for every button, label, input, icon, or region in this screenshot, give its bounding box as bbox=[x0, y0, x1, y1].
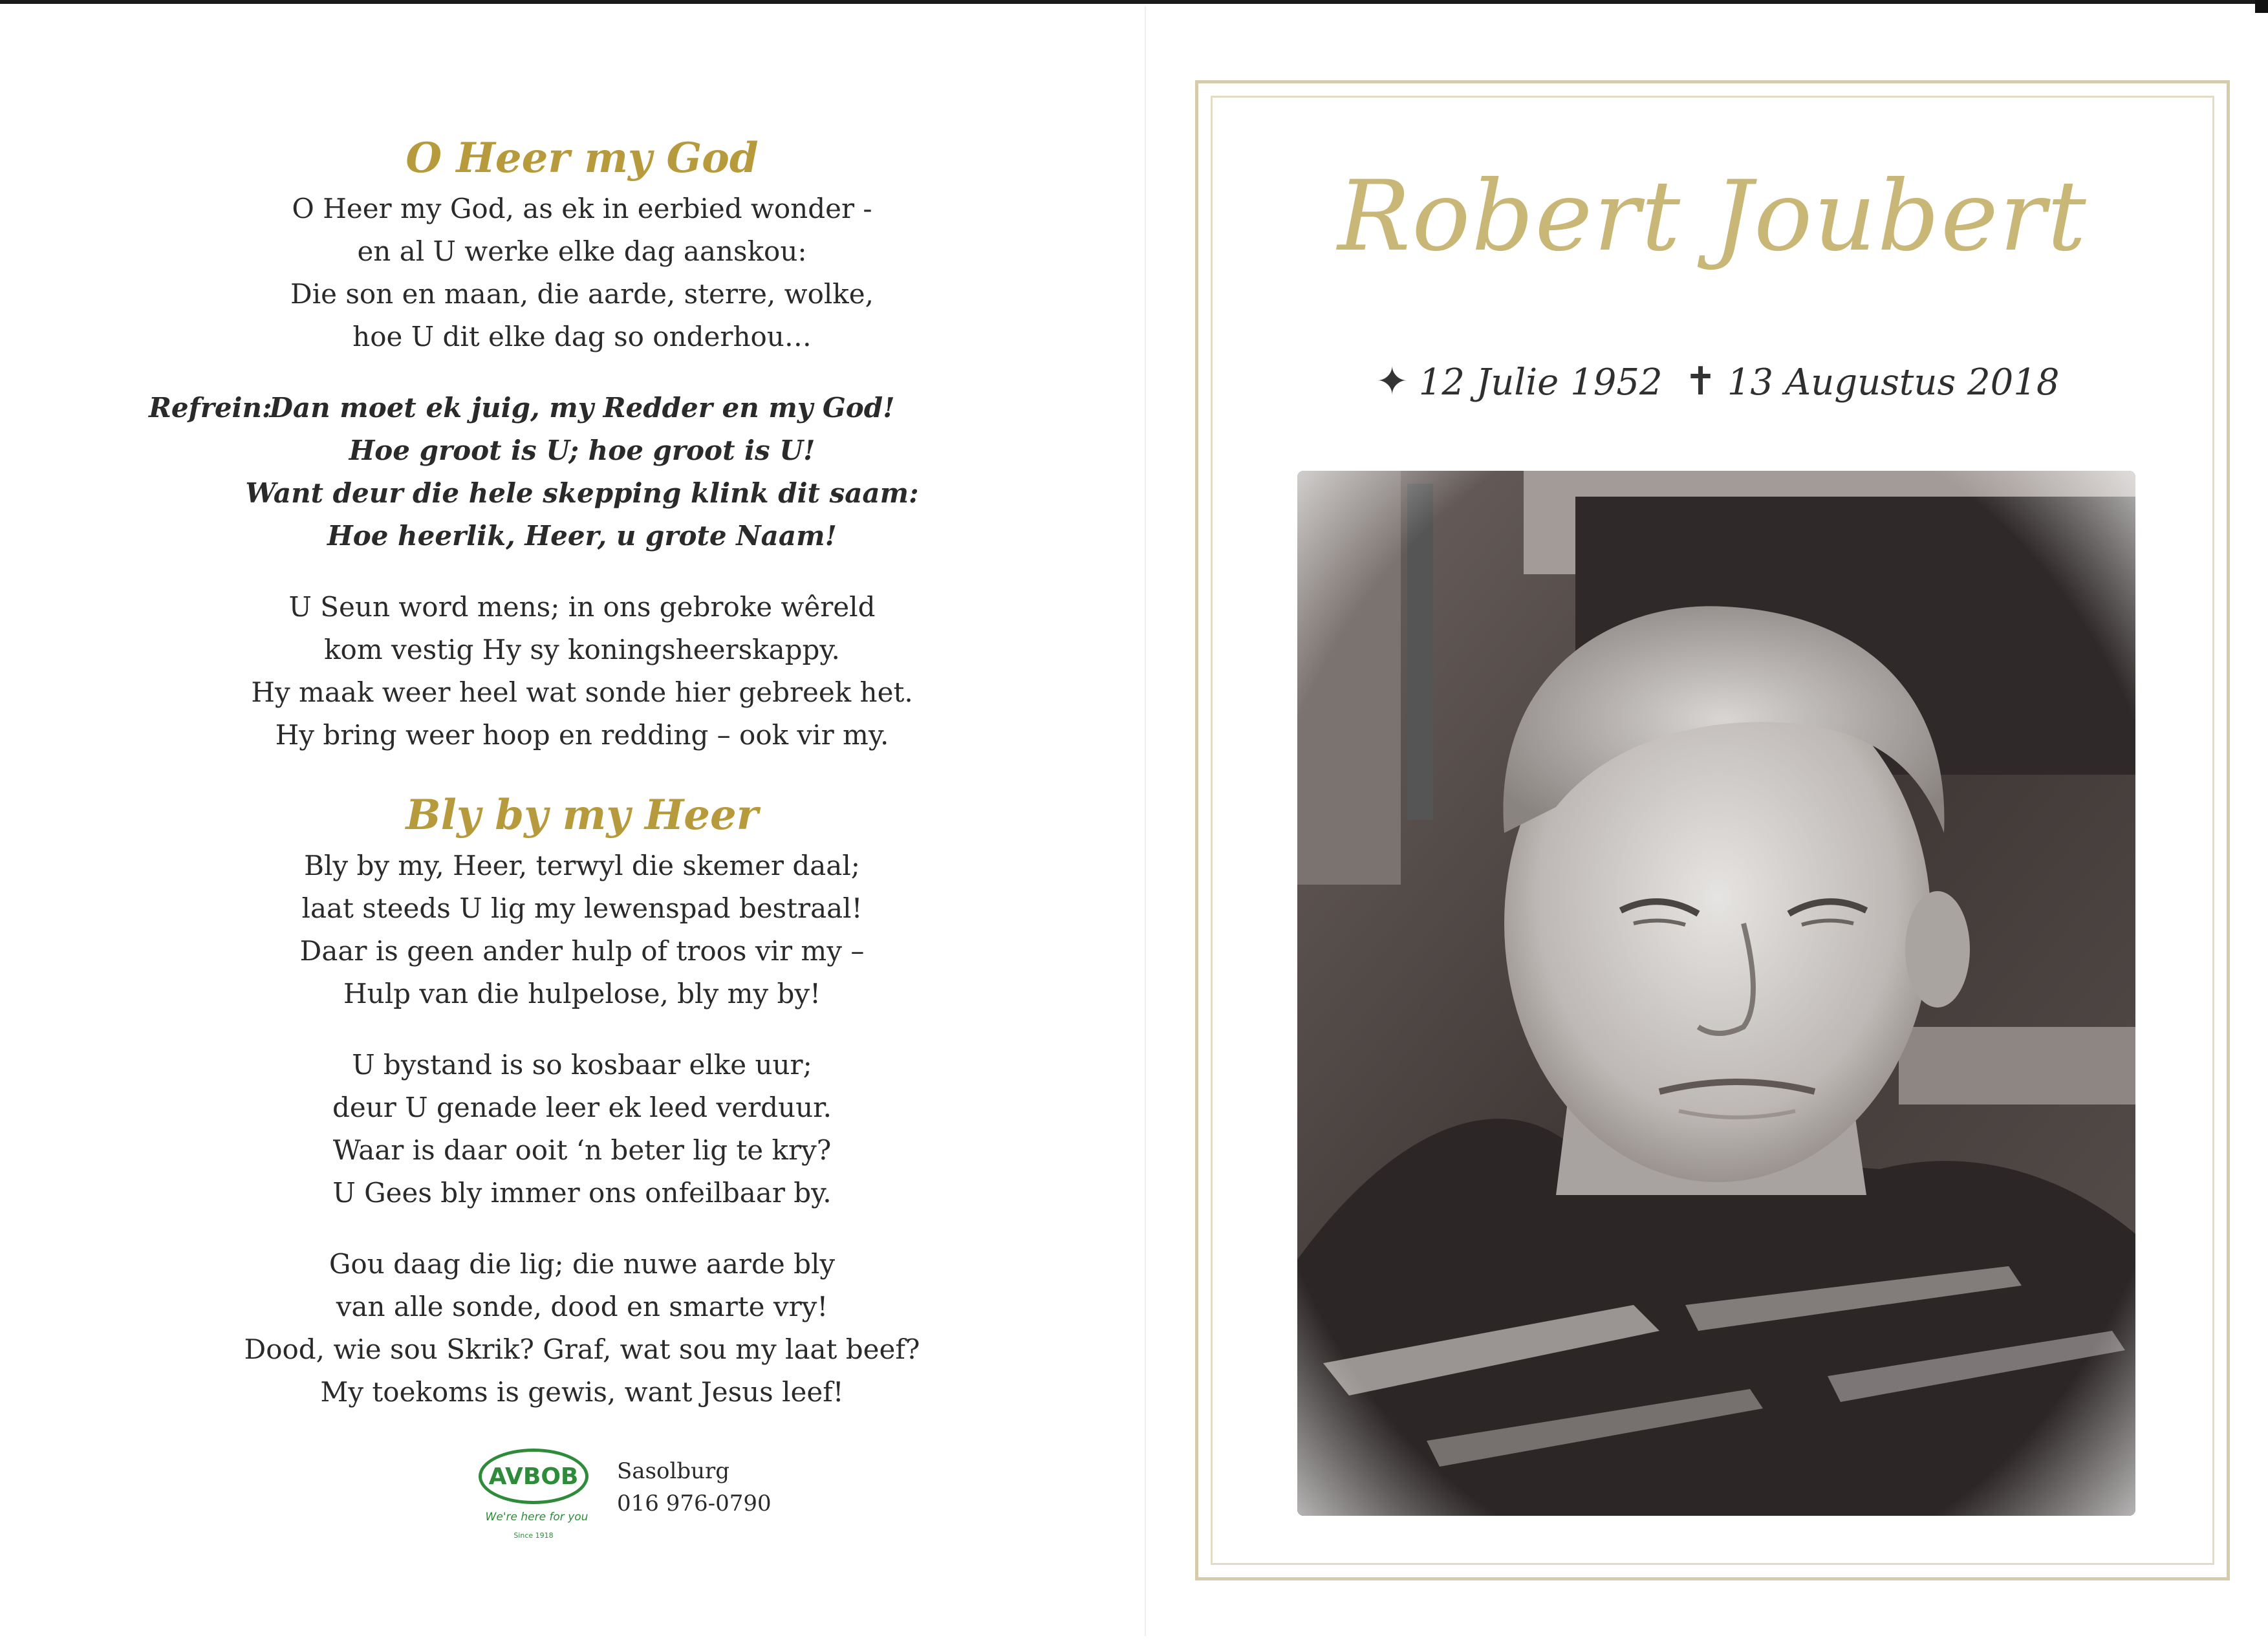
hymn-verse bbox=[116, 1044, 1048, 1214]
refrain-line: Want deur die hele skepping klink dit saam: bbox=[245, 477, 919, 509]
verse-line: Daar is geen ander hulp of troos vir my – bbox=[299, 935, 865, 967]
sponsor-since: Since 1918 bbox=[513, 1531, 554, 1540]
verse-line: Dood, wie sou Skrik? Graf, wat sou my laat beef? bbox=[244, 1333, 920, 1365]
verse-line: U Seun word mens; in ons gebroke wêreld bbox=[288, 591, 876, 623]
hymn-title: Bly by my Heer bbox=[405, 791, 759, 839]
verse-line: hoe U dit elke dag so onderhou… bbox=[352, 321, 812, 352]
cross-icon: ✝ bbox=[1684, 359, 1717, 404]
verse-line: Bly by my, Heer, terwyl die skemer daal; bbox=[304, 850, 860, 881]
verse-line: O Heer my God, as ek in eerbied wonder - bbox=[292, 193, 872, 224]
life-dates bbox=[1211, 356, 2214, 409]
verse-line: Waar is daar ooit ‘n beter lig te kry? bbox=[332, 1134, 832, 1166]
hymn-verse bbox=[116, 1243, 1048, 1414]
hymn-verse bbox=[116, 188, 1048, 358]
avbob-logo bbox=[479, 1449, 589, 1504]
logo-text: AVBOB bbox=[488, 1463, 579, 1490]
corner-mark bbox=[2255, 0, 2268, 13]
verse-line: Hulp van die hulpelose, bly my by! bbox=[343, 978, 821, 1009]
hymn-title: O Heer my God bbox=[405, 134, 759, 182]
branch-name: Sasolburg bbox=[617, 1458, 730, 1484]
sponsor-contact bbox=[617, 1455, 772, 1520]
top-edge-rule bbox=[0, 0, 2268, 4]
verse-line: Gou daag die lig; die nuwe aarde bly bbox=[329, 1248, 836, 1280]
verse-line: Die son en maan, die aarde, sterre, wolke, bbox=[290, 278, 874, 310]
refrain-line: Hoe groot is U; hoe groot is U! bbox=[349, 435, 815, 466]
hymn-verse bbox=[116, 586, 1048, 757]
verse-line: deur U genade leer ek leed verduur. bbox=[332, 1092, 832, 1123]
hymn-verse bbox=[116, 845, 1048, 1015]
verse-line: laat steeds U lig my lewenspad bestraal! bbox=[301, 892, 863, 924]
verse-line: Hy maak weer heel wat sonde hier gebreek het. bbox=[251, 676, 913, 708]
portrait-illustration bbox=[1297, 471, 2135, 1516]
fold-line bbox=[1145, 6, 1146, 1636]
left-panel bbox=[116, 110, 1048, 1610]
refrain-block bbox=[116, 387, 1048, 557]
refrain-line: Dan moet ek juig, my Redder en my God! bbox=[269, 392, 895, 424]
deceased-name: Robert Joubert bbox=[1337, 160, 2088, 273]
verse-line: U bystand is so kosbaar elke uur; bbox=[352, 1049, 812, 1081]
death-date: 13 Augustus 2018 bbox=[1727, 361, 2060, 404]
verse-line: U Gees bly immer ons onfeilbaar by. bbox=[332, 1177, 832, 1209]
birth-date: 12 Julie 1952 bbox=[1418, 361, 1663, 404]
funeral-sponsor bbox=[479, 1449, 931, 1558]
refrain-label: Refrein: bbox=[149, 392, 272, 424]
phone-number: 016 976-0790 bbox=[617, 1491, 772, 1516]
verse-line: kom vestig Hy sy koningsheerskappy. bbox=[324, 634, 840, 665]
verse-line: My toekoms is gewis, want Jesus leef! bbox=[320, 1376, 844, 1408]
refrain-line: Hoe heerlik, Heer, u grote Naam! bbox=[327, 520, 837, 552]
star-icon: ✦ bbox=[1376, 359, 1409, 404]
verse-line: Hy bring weer hoop en redding – ook vir my. bbox=[275, 719, 889, 751]
portrait-photo bbox=[1297, 471, 2135, 1516]
verse-line: van alle sonde, dood en smarte vry! bbox=[336, 1291, 828, 1322]
sponsor-tagline: We're here for you bbox=[485, 1511, 589, 1524]
verse-line: en al U werke elke dag aanskou: bbox=[357, 235, 807, 267]
